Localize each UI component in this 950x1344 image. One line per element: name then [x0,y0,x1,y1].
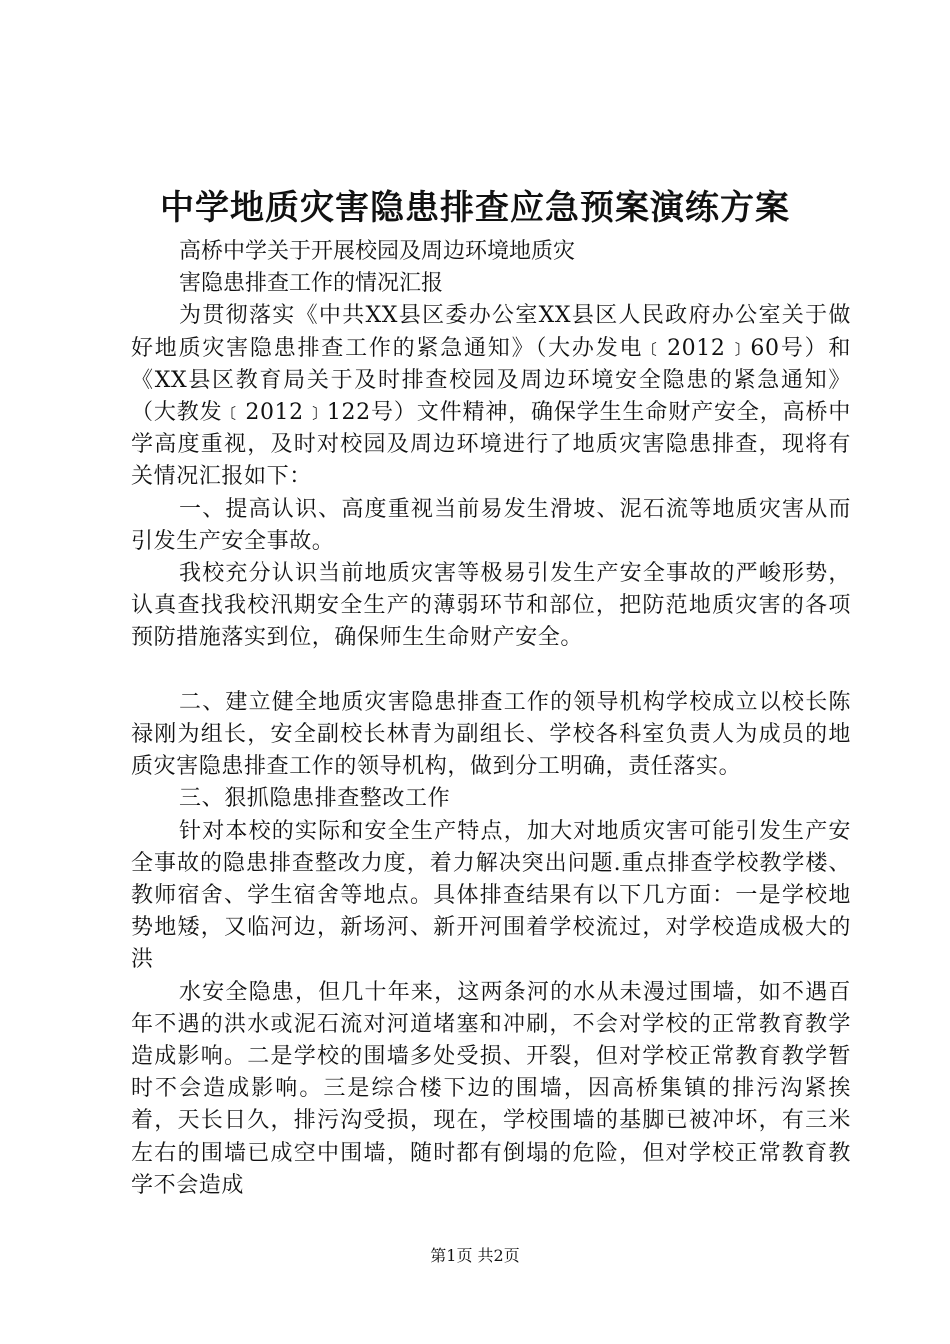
paragraph-section-1-body: 我校充分认识当前地质灾害等极易引发生产安全事故的严峻形势，认真查找我校汛期安全生产的薄弱环节和部位，把防范地质灾害的各项预防措施落实到位，确保师生生命财产安全。 [131,561,851,651]
page-number-footer: 第1页 共2页 [430,1246,520,1265]
paragraph-section-2: 二、建立健全地质灾害隐患排查工作的领导机构学校成立以校长陈禄刚为组长，安全副校长林青为副组长、学校各科室负责人为成员的地质灾害隐患排查工作的领导机构，做到分工明确，责任落实。 [131,689,851,780]
blank-line [131,655,851,687]
document-title: 中学地质灾害隐患排查应急预案演练方案 [160,188,790,228]
paragraph-intro: 为贯彻落实《中共XX县区委办公室XX县区人民政府办公室关于做好地质灾害隐患排查工作的紧急通知》（大办发电﹝2012﹞60号）和《XX县区教育局关于及时排查校园及周边环境安全隐患的紧急通知》（大教发﹝2012﹞122号）文件精神，确保学生生命财产安全，高桥中学高度重视，及时对校园及周边环境进行了地质灾害隐患排查，现将有关情况汇报如下： [131,303,851,490]
document-body [131,236,851,1202]
paragraph-section-3-heading: 三、狠抓隐患排查整改工作 [179,786,451,812]
paragraph-section-3-body: 针对本校的实际和安全生产特点，加大对地质灾害可能引发生产安全事故的隐患排查整改力度，着力解决突出问题.重点排查学校教学楼、教师宿舍、学生宿舍等地点。具体排查结果有以下几方面：一是学校地势地矮，又临河边，新场河、新开河围着学校流过，对学校造成极大的洪 [131,818,851,973]
subtitle-line-2: 害隐患排查工作的情况汇报 [179,271,444,297]
paragraph-section-1-heading: 一、提高认识、高度重视当前易发生滑坡、泥石流等地质灾害从而引发生产安全事故。 [131,496,851,554]
subtitle-line-1: 高桥中学关于开展校园及周边环境地质灾 [179,239,576,264]
paragraph-section-3-continued: 水安全隐患，但几十年来，这两条河的水从未漫过围墙，如不遇百年不遇的洪水或泥石流对河道堵塞和冲刷，不会对学校的正常教育教学造成影响。二是学校的围墙多处受损、开裂，但对学校正常教育教学暂时不会造成影响。三是综合楼下边的围墙，因高桥集镇的排污沟紧挨着，天长日久，排污沟受损，现在，学校围墙的基脚已被冲坏，有三米左右的围墙已成空中围墙，随时都有倒塌的危险，但对学校正常教育教学不会造成 [131,979,851,1198]
